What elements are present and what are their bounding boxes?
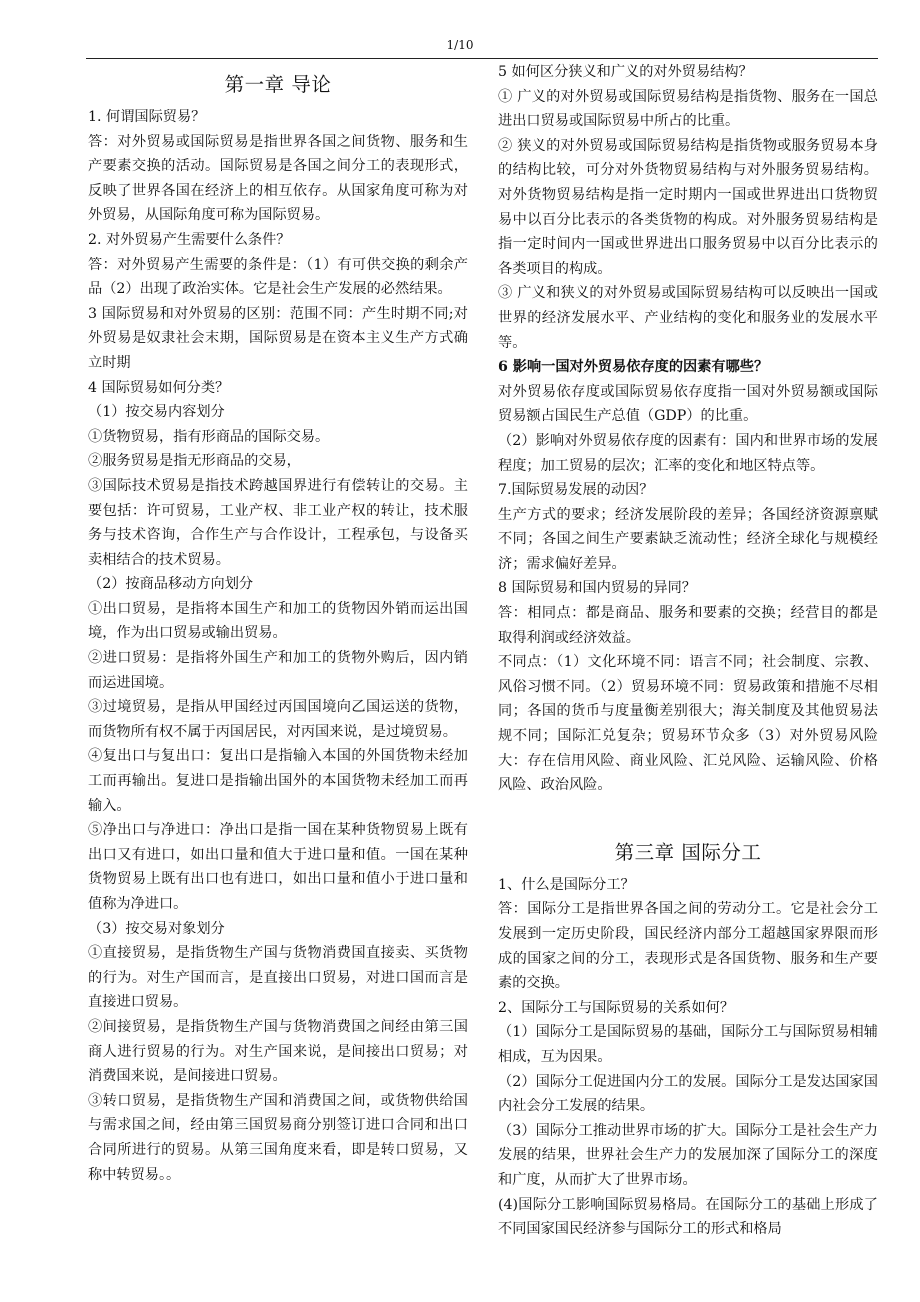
list-item: ③转口贸易，是指货物生产国和消费国之间，或货物供给国与需求国之间，经由第三国贸易商分别签订进口合同和出口合同所进行的贸易。从第三国角度来看，即是转口贸易，又称中转贸易。。: [88, 1092, 468, 1183]
left-column: [88, 60, 468, 1187]
answer-paragraph: 答：国际分工是指世界各国之间的劳动分工。它是社会分工发展到一定历史阶段，国民经济内部分工超越国家界限而形成的国家之间的分工，表现形式是各国货物、服务和生产要素的交换。: [498, 901, 878, 992]
answer-paragraph: 不同点：（1）文化环境不同：语言不同；社会制度、宗教、风俗习惯不同。（2）贸易环境不同：贸易政策和措施不尽相同；各国的货币与度量衡差别很大；海关制度及其他贸易法规不同；国际汇兑复杂；贸易环节众多（3）对外贸易风险大：存在信用风险、商业风险、汇兑风险、运输风险、价格风险、政治风险。: [498, 654, 878, 794]
list-item: (4)国际分工影响国际贸易格局。在国际分工的基础上形成了不同国家国民经济参与国际分工的形式和格局: [498, 1196, 878, 1238]
subsection-heading: （2）按商品移动方向划分: [88, 576, 254, 593]
list-item: ①货物贸易，指有形商品的国际交易。: [88, 428, 330, 445]
answer-paragraph: 答：相同点：都是商品、服务和要素的交换；经营目的都是取得利润或经济效益。: [498, 605, 878, 646]
question-heading: 1. 何谓国际贸易？: [88, 109, 206, 125]
chapter-title: 第一章 导论: [224, 73, 332, 96]
question-heading: 7.国际贸易发展的动因？: [498, 482, 654, 499]
answer-paragraph: 生产方式的要求；经济发展阶段的差异；各国经济资源禀赋不同；各国之间生产要素缺乏流动性；经济全球化与规模经济；需求偏好差异。: [498, 506, 878, 572]
answer-paragraph: 对外贸易依存度或国际贸易依存度指一国对外贸易额或国际贸易额占国民生产总值（GDP）的比重。: [498, 383, 878, 425]
list-item: （1）国际分工是国际贸易的基础，国际分工与国际贸易相辅相成，互为因果。: [498, 1024, 878, 1065]
question-heading: 4 国际贸易如何分类？: [88, 379, 230, 396]
answer-paragraph: （2）影响对外贸易依存度的因素有：国内和世界市场的发展程度；加工贸易的层次；汇率的变化和地区特点等。: [498, 432, 878, 474]
question-heading: 5 如何区分狭义和广义的对外贸易结构？: [498, 64, 753, 80]
answer-paragraph: 答：对外贸易或国际贸易是指世界各国之间货物、服务和生产要素交换的活动。国际贸易是各国之间分工的表现形式，反映了世界各国在经济上的相互依存。从国家角度可称为对外贸易，从国际角度可称为国际贸易。: [88, 133, 468, 224]
list-item: ①直接贸易，是指货物生产国与货物消费国直接卖、买货物的行为。对生产国而言，是直接出口贸易，对进口国而言是直接进口贸易。: [88, 945, 468, 1011]
chapter-title: 第三章 国际分工: [614, 840, 762, 864]
question-heading: 2. 对外贸易产生需要什么条件？: [88, 231, 291, 248]
list-item: ③过境贸易，是指从甲国经过丙国国境向乙国运送的货物，而货物所有权不属于丙国居民，对丙国来说，是过境贸易。: [88, 699, 468, 740]
list-item: ⑤净出口与净进口：净出口是指一国在某种货物贸易上既有出口又有进口，如出口量和值大于进口量和值。一国在某种货物贸易上既有出口也有进口，如出口量和值小于进口量和值称为净进口。: [88, 822, 468, 912]
list-item: ④复出口与复出口：复出口是指输入本国的外国货物未经加工而再输出。复进口是指输出国外的本国货物未经加工而再输入。: [88, 748, 468, 814]
question-heading: 6 影响一国对外贸易依存度的因素有哪些？: [498, 359, 769, 376]
list-item: ③ 广义和狭义的对外贸易或国际贸易结构可以反映出一国或世界的经济发展水平、产业结构的变化和服务业的发展水平等。: [498, 285, 878, 351]
question-heading: 1、什么是国际分工？: [498, 876, 635, 893]
subsection-heading: （3）按交易对象划分: [88, 920, 225, 937]
subsection-heading: （1）按交易内容划分: [88, 404, 225, 421]
question-heading: 3 国际贸易和对外贸易的区别：范围不同：产生时期不同;对外贸易是奴隶社会末期，国际贸易是在资本主义生产方式确立时期: [88, 305, 468, 371]
header-rule: [86, 58, 878, 59]
list-item: ②间接贸易，是指货物生产国与货物消费国之间经由第三国商人进行贸易的行为。对生产国来说，是间接出口贸易；对消费国来说，是间接进口贸易。: [88, 1018, 468, 1085]
question-heading: 2、国际分工与国际贸易的关系如何？: [498, 999, 735, 1016]
list-item: ②进口贸易：是指将外国生产和加工的货物外购后，因内销而运进国境。: [88, 650, 468, 691]
answer-paragraph: 答：对外贸易产生需要的条件是：（1）有可供交换的剩余产品（2）出现了政治实体。它是社会生产发展的必然结果。: [88, 256, 468, 298]
question-heading: 8 国际贸易和国内贸易的异同？: [498, 580, 696, 597]
list-item: （2）国际分工促进国内分工的发展。国际分工是发达国家国内社会分工发展的结果。: [498, 1073, 878, 1115]
page-number: 1/10: [446, 38, 474, 52]
list-item: ③国际技术贸易是指技术跨越国界进行有偿转让的交易。主要包括：许可贸易，工业产权、非工业产权的转让，技术服务与技术咨询，合作生产与合作设计，工程承包，与设备买卖相结合的技术贸易。: [88, 477, 468, 568]
list-item: ①出口贸易，是指将本国生产和加工的货物因外销而运出国境，作为出口贸易或输出贸易。: [88, 600, 468, 642]
list-item: ②服务贸易是指无形商品的交易，: [88, 453, 301, 470]
list-item: ① 广义的对外贸易或国际贸易结构是指货物、服务在一国总进出口贸易或国际贸易中所占的比重。: [498, 88, 878, 130]
right-column: [498, 60, 878, 1242]
list-item: （3）国际分工推动世界市场的扩大。国际分工是社会生产力发展的结果，世界社会生产力的发展加深了国际分工的深度和广度，从而扩大了世界市场。: [498, 1122, 878, 1188]
list-item: ② 狭义的对外贸易或国际贸易结构是指货物或服务贸易本身的结构比较，可分对外货物贸易结构与对外服务贸易结构。对外货物贸易结构是指一定时期内一国或世界进出口货物贸易中以百分比表示的各类货物的构成。对外服务贸易结构是指一定时间内一国或世界进出口服务贸易中以百分比表示的各类项目的构成。: [498, 137, 878, 277]
